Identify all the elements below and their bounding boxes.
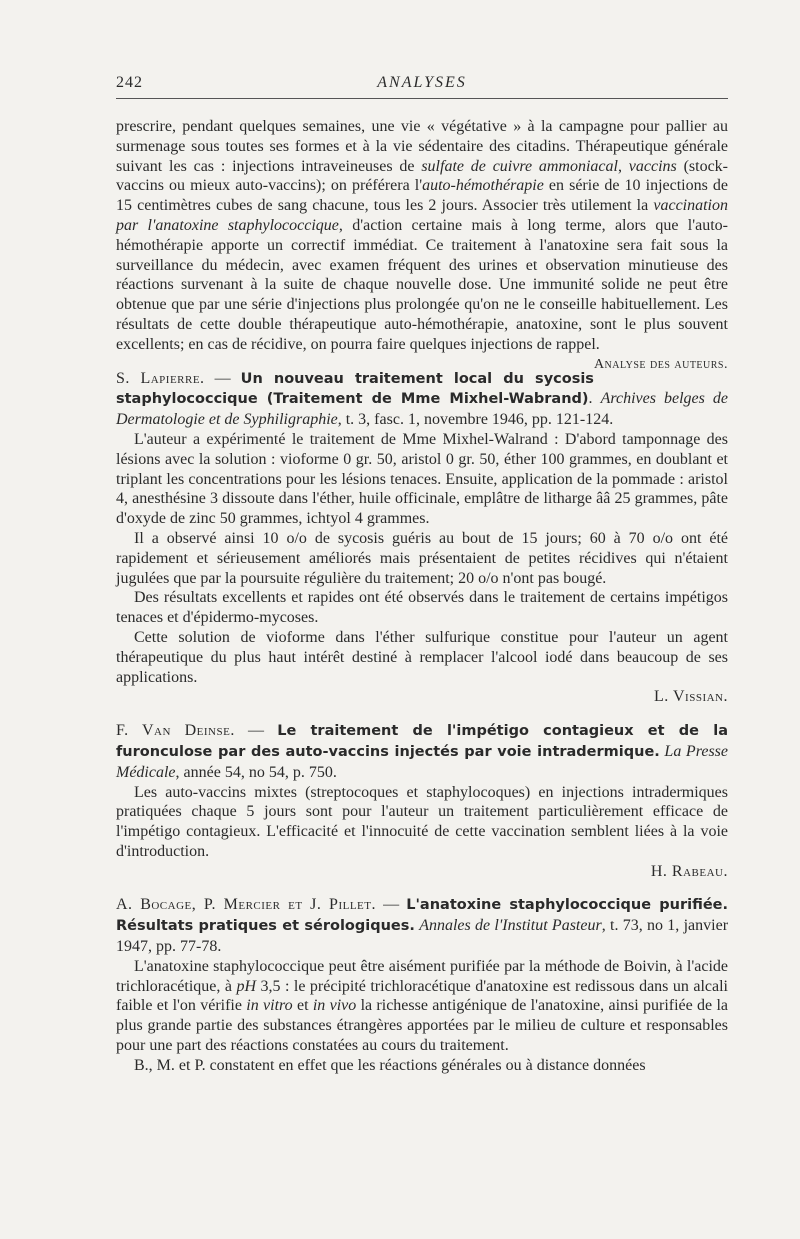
article-3-title: L'anatoxine staphylococcique purifiée. Résultats pratiques et sérologiques. [116, 897, 728, 935]
document-page [116, 72, 728, 1076]
article-1-details: , t. 3, fasc. 1, novembre 1946, pp. 121-124. [337, 411, 614, 429]
italic-term: sulfate de cuivre ammoniacal [421, 157, 618, 175]
article-2-signature: H. Rabeau. [650, 862, 728, 880]
intro-signature: Analyse des auteurs. [593, 356, 728, 372]
page-body [116, 117, 728, 1076]
article-3-reference [116, 895, 728, 956]
dash: — [204, 369, 241, 387]
text-run: L'anatoxine staphylococcique peut être aisément purifiée par la méthode de Boivin, à l'acide trichloracétique, à [116, 957, 728, 995]
article-1-reference: S. Lapierre. — Un nouveau traitement local du sycosis staphylococcique (Traitement de Mme Mixhel-Wabrand). Archives belges de Dermatologie et de Syphiligraphie, t. 3, fasc. 1, novembre 1946, pp. 121-124. [116, 369, 728, 429]
text-run: la richesse antigénique de l'anatoxine, ainsi purifiée de la plus grande partie des substances étrangères apportées par le milieu de culture et responsables pour une part des réactions constatées au cours du traitement. [116, 997, 729, 1055]
article-2-author: F. Van Deinse. [116, 722, 235, 740]
article-1-signature: L. Vissian. [654, 688, 728, 706]
italic-term: vaccins [628, 157, 677, 175]
article-1-paragraph: Cette solution de vioforme dans l'éther sulfurique constitue pour l'auteur un agent thérapeutique du plus haut intérêt destiné à remplacer l'alcool iodé dans beaucoup de ses applications. [116, 628, 728, 686]
italic-term: in vitro [246, 997, 293, 1015]
text-run: prescrire, pendant quelques semaines, une vie « végétative » à la campagne pour pallier au surmenage sous toutes ses formes et à la vie sédentaire des citadins. Thérapeutique générale suivant les cas : injections intraveineuses de [116, 118, 728, 175]
italic-term: vaccination par l'anatoxine staphylococcique [116, 197, 728, 234]
article-3-details: , t. 73, no 1, janvier 1947, pp. 77-78. [116, 917, 729, 956]
text-run: 3,5 : le précipité trichloracétique d'anatoxine est redissous dans un alcali faible et l'on vérifie [116, 977, 728, 1015]
text-run: (stock-vaccins ou mieux auto-vaccins); on préférera l' [116, 157, 729, 195]
running-header [116, 72, 728, 99]
italic-term: in vivo [312, 997, 357, 1015]
article-1-paragraph: Des résultats excellents et rapides ont été observés dans le traitement de certains impétigos tenaces et d'épidermo-mycoses. [116, 589, 728, 627]
text-run: en série de 10 injections de 15 centimètres cubes de sang chacune, tous les 2 jours. Associer très utilement la [116, 177, 729, 215]
article-2-journal: La Presse Médicale [116, 742, 728, 781]
article-2-reference [116, 721, 728, 782]
italic-term: auto-hémothérapie [422, 177, 544, 195]
page-number: 242 [116, 74, 143, 91]
article-1-journal: Archives belges de Dermatologie et de Syphiligraphie [116, 390, 728, 429]
dash: — [375, 896, 407, 914]
article-3-journal: Annales de l'Institut Pasteur [419, 917, 602, 935]
article-1-paragraph: L'auteur a expérimenté le traitement de Mme Mixhel-Walrand : D'abord tamponnage des lésions avec la solution : vioforme 0 gr. 50, aristol 0 gr. 50, éther 100 grammes, en doublant et triplant les concentrations pour les lésions tenaces. Ensuite, application de la pommade : aristol 4, anesthésine 3 dissoute dans l'éther, huile officinale, emplâtre de litharge ââ 25 grammes, pâte d'oxyde de zinc 50 grammes, ichtyol 4 grammes. [116, 430, 728, 528]
article-3-paragraph [116, 957, 728, 1056]
text-run: et [292, 997, 313, 1015]
article-2-paragraph: Les auto-vaccins mixtes (streptocoques et staphylocoques) en injections intradermiques pratiquées chaque 5 jours sont pour l'auteur un traitement particulièrement efficace de l'impétigo contagieux. L'efficacité et l'innocuité de cette vaccination semblent liées à la voie d'introduction. [116, 783, 728, 860]
article-1-title: Un nouveau traitement local du sycosis staphylococcique (Traitement de Mme Mixhel-Wabrand) [116, 370, 594, 408]
intro-paragraph [116, 117, 729, 372]
text-run: , d'action certaine mais à long terme, alors que l'auto-hémothérapie apporte un correctif immédiat. Ce traitement à l'anatoxine sera fait sous la surveillance du médecin, avec examen fréquent des urines et observation minutieuse des réactions survenant à la suite de chaque nouvelle dose. Une immunité solide ne peut être obtenue que par une série d'injections plus prolongée qu'on ne le conseille habituellement. Les résultats de cette double thérapeutique auto-hémothérapie, anatoxine, sont le plus souvent excellents; en cas de récidive, on pourra faire quelques injections de rappel. [116, 216, 728, 353]
article-1-paragraph: Il a observé ainsi 10 o/o de sycosis guéris au bout de 15 jours; 60 à 70 o/o ont été rapidement et sérieusement améliorés mais présentaient de petites récidives qui n'étaient jugulées que par la poursuite régulière du traitement; 20 o/o n'ont pas bougé. [116, 529, 728, 587]
article-1-author: S. Lapierre. [116, 369, 205, 387]
article-3-author: A. Bocage, P. Mercier et J. Pillet. [116, 896, 376, 914]
dash: — [234, 722, 278, 740]
italic-term: pH [236, 977, 257, 995]
text-run: , [617, 157, 629, 175]
article-3-paragraph: B., M. et P. constatent en effet que les réactions générales ou à distance données [134, 1056, 646, 1074]
article-2-title: Le traitement de l'impétigo contagieux et de la furonculose par des auto-vaccins injectés par voie intradermique. [116, 723, 728, 760]
running-title: ANALYSES [377, 74, 467, 91]
article-2-details: , année 54, no 54, p. 750. [175, 763, 337, 781]
